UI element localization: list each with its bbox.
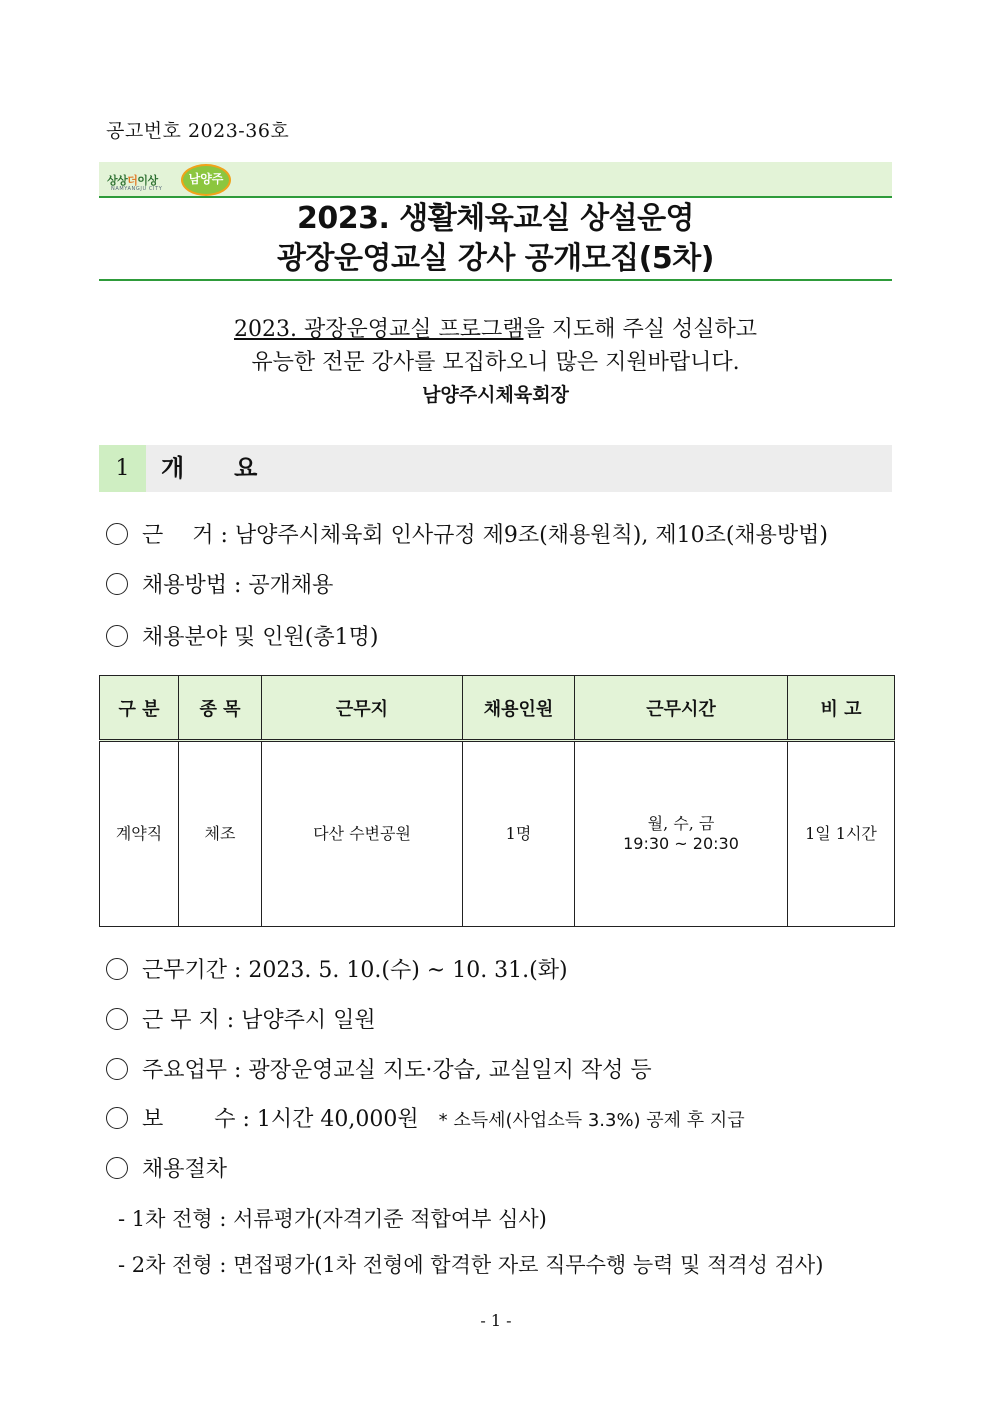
table-header-row [100,676,895,741]
table-header: 종 목 [179,676,262,741]
bullet-circle-icon [106,1107,128,1129]
bullet-circle-icon [106,1008,128,1030]
organization-name: 남양주시체육회장 [422,384,569,406]
bullet-circle-icon [106,1157,128,1179]
item-period: 근무기간 : 2023. 5. 10.(수) ~ 10. 31.(화) [106,953,568,984]
cell-sport: 체조 [179,741,262,927]
namyangju-logo: 상상더이상 NAMYANGJU CITY 남양주 [107,163,232,195]
cell-place: 다산 수변공원 [262,741,463,927]
page-number: - 1 - [480,1311,512,1330]
bullet-circle-icon [106,958,128,980]
recruitment-table [99,675,895,927]
table-header: 비 고 [788,676,895,741]
notice-number: 공고번호 2023-36호 [106,120,290,142]
bullet-circle-icon [106,1058,128,1080]
table-header: 근무시간 [575,676,788,741]
pay-note: * 소득세(사업소득 3.3%) 공제 후 지급 [438,1110,745,1131]
bullet-circle-icon [106,573,128,595]
item-duties: 주요업무 : 광장운영교실 지도·강습, 교실일지 작성 등 [106,1053,652,1084]
header-band [99,162,892,198]
item-pay: 보 수 : 1시간 40,000원 * 소득세(사업소득 3.3%) 공제 후 지급 [106,1102,745,1133]
item-method: 채용방법 : 공개채용 [106,568,333,599]
procedure-step: - 2차 전형 : 면접평가(1차 전형에 합격한 자로 직무수행 능력 및 적격성 검사) [118,1253,824,1277]
item-procedure: 채용절차 [106,1152,227,1183]
program-name: 2023. 광장운영교실 프로그램 [233,317,524,342]
work-time: 19:30 ~ 20:30 [623,834,739,853]
work-days: 월, 수, 금 [647,814,715,833]
section-title: 개요 [161,454,308,482]
table-header: 구 분 [100,676,179,741]
cell-type: 계약직 [100,741,179,927]
table-header: 근무지 [262,676,463,741]
table-header: 채용인원 [463,676,575,741]
cell-count: 1명 [463,741,575,927]
cell-note: 1일 1시간 [788,741,895,927]
document-title [99,199,892,279]
table-row [100,741,895,927]
title-line-2: 광장운영교실 강사 공개모집(5차) [277,241,714,276]
section-number: 1 [99,445,146,492]
intro-paragraph: 2023. 광장운영교실 프로그램을 지도해 주실 성실하고 유능한 전문 강사를 모집하오니 많은 지원바랍니다. 남양주시체육회장 [99,313,892,412]
bullet-circle-icon [106,523,128,545]
title-line-1: 2023. 생활체육교실 상설운영 [296,201,695,236]
item-workplace: 근 무 지 : 남양주시 일원 [106,1003,376,1034]
cell-hours [575,741,788,927]
section-header-overview [99,445,892,492]
title-divider [99,279,892,281]
item-field: 채용분야 및 인원(총1명) [106,620,378,651]
item-basis: 근 거 : 남양주시체육회 인사규정 제9조(채용원칙), 제10조(채용방법) [106,518,828,549]
procedure-step: - 1차 전형 : 서류평가(자격기준 적합여부 심사) [118,1207,547,1231]
bullet-circle-icon [106,625,128,647]
